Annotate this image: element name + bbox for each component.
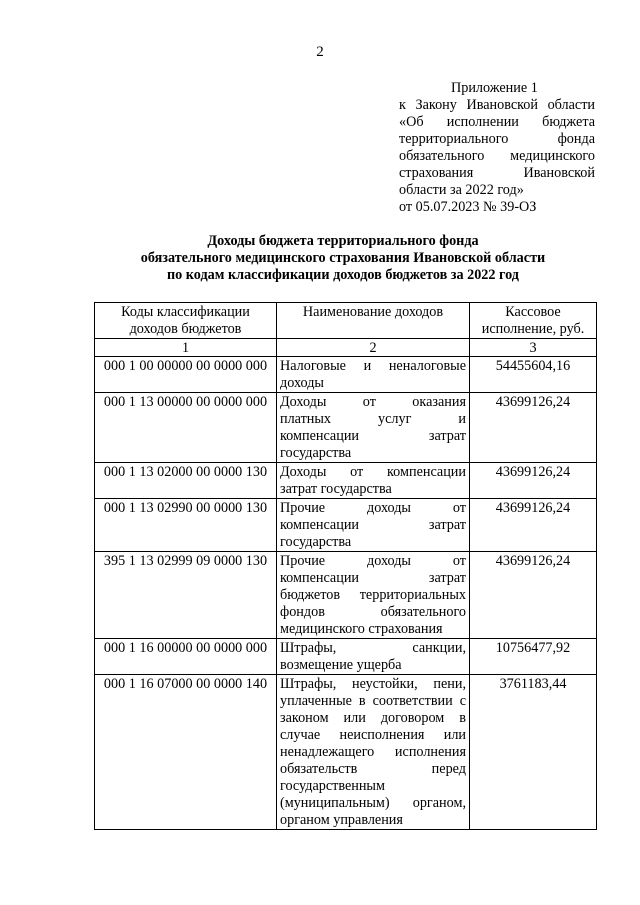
header-amount: Кассовое исполнение, руб. (470, 303, 597, 339)
table-row (95, 639, 597, 675)
income-code: 000 1 16 07000 00 0000 140 (95, 675, 277, 830)
income-amount: 3761183,44 (470, 675, 597, 830)
column-number-row (95, 339, 597, 357)
table-row (95, 463, 597, 499)
income-name-line: затрат государства (280, 481, 392, 497)
income-name-line: бюджетов территориальных (280, 587, 466, 603)
income-name-line: уплаченные в соответствии с (280, 693, 466, 709)
income-name-line: обязательств перед (280, 761, 466, 777)
document-title (90, 233, 596, 284)
income-name-line: ненадлежащего исполнения (280, 744, 466, 760)
table-body (95, 357, 597, 830)
column-number: 2 (277, 339, 470, 357)
income-name-line: доходы (280, 375, 324, 391)
income-name (277, 499, 470, 552)
income-name (277, 463, 470, 499)
income-name-line: Прочие доходы от (280, 500, 466, 516)
income-code: 000 1 00 00000 00 0000 000 (95, 357, 277, 393)
table-header-row (95, 303, 597, 339)
title-line: по кодам классификации доходов бюджетов за 2022 год (166, 267, 519, 283)
title-line: обязательного медицинского страхования Ивановской области (140, 250, 546, 266)
appendix-line: от 05.07.2023 № 39-ОЗ (399, 199, 537, 215)
income-code: 000 1 13 02990 00 0000 130 (95, 499, 277, 552)
income-name-line: возмещение ущерба (280, 657, 402, 673)
income-name-line: законом или договором в (280, 710, 466, 726)
appendix-line: территориального фонда (399, 131, 595, 147)
column-number: 3 (470, 339, 597, 357)
appendix-line: обязательного медицинского (399, 148, 595, 164)
table-row (95, 393, 597, 463)
income-name-line: компенсации затрат (280, 517, 466, 533)
income-name (277, 639, 470, 675)
income-name-line: государственным (280, 778, 385, 794)
income-amount: 54455604,16 (470, 357, 597, 393)
income-amount: 43699126,24 (470, 499, 597, 552)
appendix-line: области за 2022 год» (399, 182, 524, 198)
table-row (95, 552, 597, 639)
appendix-line: страхования Ивановской (399, 165, 595, 181)
income-name (277, 393, 470, 463)
header-name: Наименование доходов (277, 303, 470, 339)
income-amount: 43699126,24 (470, 393, 597, 463)
column-number: 1 (95, 339, 277, 357)
income-code: 395 1 13 02999 09 0000 130 (95, 552, 277, 639)
income-name-line: компенсации затрат (280, 428, 466, 444)
appendix-line: Приложение 1 (451, 80, 538, 96)
table-row (95, 675, 597, 830)
income-name-line: медицинского страхования (280, 621, 443, 637)
page-number: 2 (316, 44, 324, 60)
income-name-line: Доходы от оказания (280, 394, 466, 410)
income-amount: 43699126,24 (470, 463, 597, 499)
income-name-line: государства (280, 534, 352, 550)
income-name-line: Штрафы, санкции, (280, 640, 466, 656)
header-code: Коды классификации доходов бюджетов (95, 303, 277, 339)
title-line: Доходы бюджета территориального фонда (207, 233, 479, 249)
table-row (95, 499, 597, 552)
appendix-line: «Об исполнении бюджета (399, 114, 595, 130)
income-table (94, 302, 597, 830)
income-name-line: Прочие доходы от (280, 553, 466, 569)
income-amount: 43699126,24 (470, 552, 597, 639)
income-name-line: случае неисполнения или (280, 727, 466, 743)
income-name (277, 357, 470, 393)
income-name-line: компенсации затрат (280, 570, 466, 586)
income-name-line: Доходы от компенсации (280, 464, 466, 480)
income-code: 000 1 16 00000 00 0000 000 (95, 639, 277, 675)
income-name (277, 552, 470, 639)
income-name-line: платных услуг и (280, 411, 466, 427)
appendix-line: к Закону Ивановской области (399, 97, 595, 113)
income-name-line: (муниципальным) органом, (280, 795, 466, 811)
income-amount: 10756477,92 (470, 639, 597, 675)
income-code: 000 1 13 00000 00 0000 000 (95, 393, 277, 463)
table-row (95, 357, 597, 393)
income-name-line: органом управления (280, 812, 403, 828)
income-name-line: Налоговые и неналоговые (280, 358, 466, 374)
income-name (277, 675, 470, 830)
income-name-line: государства (280, 445, 352, 461)
appendix-note (399, 80, 595, 216)
income-name-line: Штрафы, неустойки, пени, (280, 676, 466, 692)
income-name-line: фондов обязательного (280, 604, 466, 620)
income-code: 000 1 13 02000 00 0000 130 (95, 463, 277, 499)
